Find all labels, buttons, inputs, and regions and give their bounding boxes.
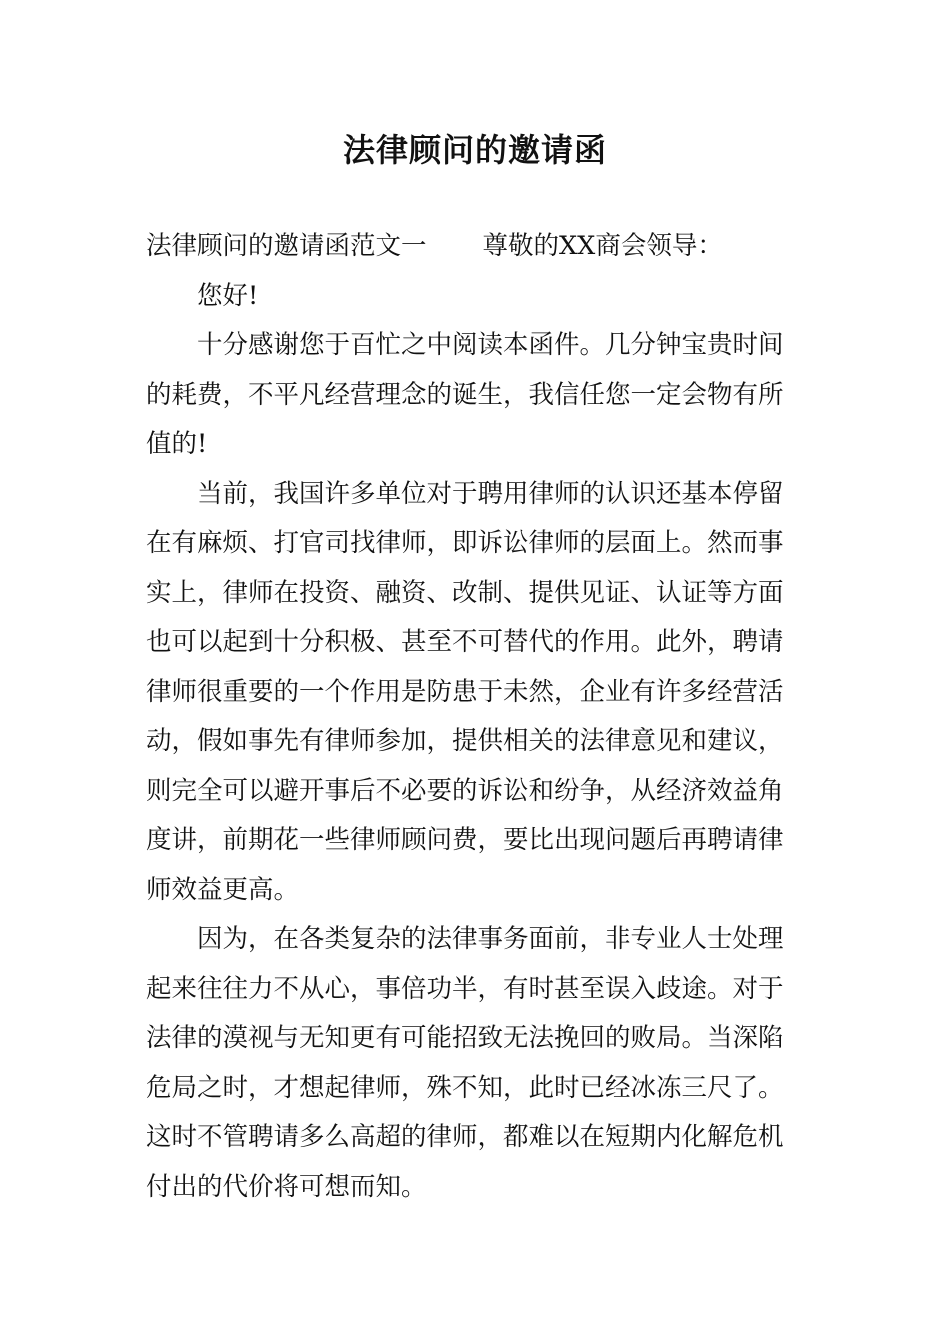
paragraph-line: 实上，律师在投资、融资、改制、提供见证、认证等方面	[146, 577, 784, 608]
opening-line	[146, 222, 808, 272]
paragraph-line: 则完全可以避开事后不必要的诉讼和纷争，从经济效益角	[146, 775, 784, 806]
paragraph-line: 起来往往力不从心，事倍功半，有时甚至误入歧途。对于	[146, 973, 784, 1004]
paragraph-line: 师效益更高。	[146, 874, 300, 905]
paragraph	[146, 470, 808, 916]
document-body	[146, 222, 808, 1212]
paragraph	[146, 915, 808, 1212]
paragraph-line: 付出的代价将可想而知。	[146, 1171, 427, 1202]
salutation: 尊敬的XX商会领导：	[482, 231, 723, 261]
paragraph	[146, 321, 808, 470]
greeting: 您好!	[197, 280, 259, 311]
paragraph-line: 值的!	[146, 429, 208, 459]
sample-label: 法律顾问的邀请函范文一	[146, 231, 427, 261]
paragraph-line: 这时不管聘请多么高超的律师，都难以在短期内化解危机	[146, 1122, 784, 1152]
paragraph-line: 因为，在各类复杂的法律事务面前，非专业人士处理	[197, 924, 784, 954]
paragraph-line: 当前，我国许多单位对于聘用律师的认识还基本停留	[197, 478, 784, 509]
paragraph-line: 律师很重要的一个作用是防患于未然，企业有许多经营活	[146, 676, 784, 707]
paragraph-line: 度讲，前期花一些律师顾问费，要比出现问题后再聘请律	[146, 825, 784, 855]
paragraph-line: 的耗费，不平凡经营理念的诞生，我信任您一定会物有所	[146, 379, 784, 410]
paragraph-line: 十分感谢您于百忙之中阅读本函件。几分钟宝贵时间	[197, 330, 784, 360]
paragraph-line: 法律的漠视与无知更有可能招致无法挽回的败局。当深陷	[146, 1023, 784, 1053]
paragraph-line: 动，假如事先有律师参加，提供相关的法律意见和建议，	[146, 726, 784, 756]
paragraph-line: 也可以起到十分积极、甚至不可替代的作用。此外，聘请	[146, 627, 784, 657]
paragraph-line: 危局之时，才想起律师，殊不知，此时已经冰冻三尺了。	[146, 1072, 784, 1103]
paragraph-line: 在有麻烦、打官司找律师，即诉讼律师的层面上。然而事	[146, 528, 784, 558]
document-title: 法律顾问的邀请函	[342, 131, 607, 169]
